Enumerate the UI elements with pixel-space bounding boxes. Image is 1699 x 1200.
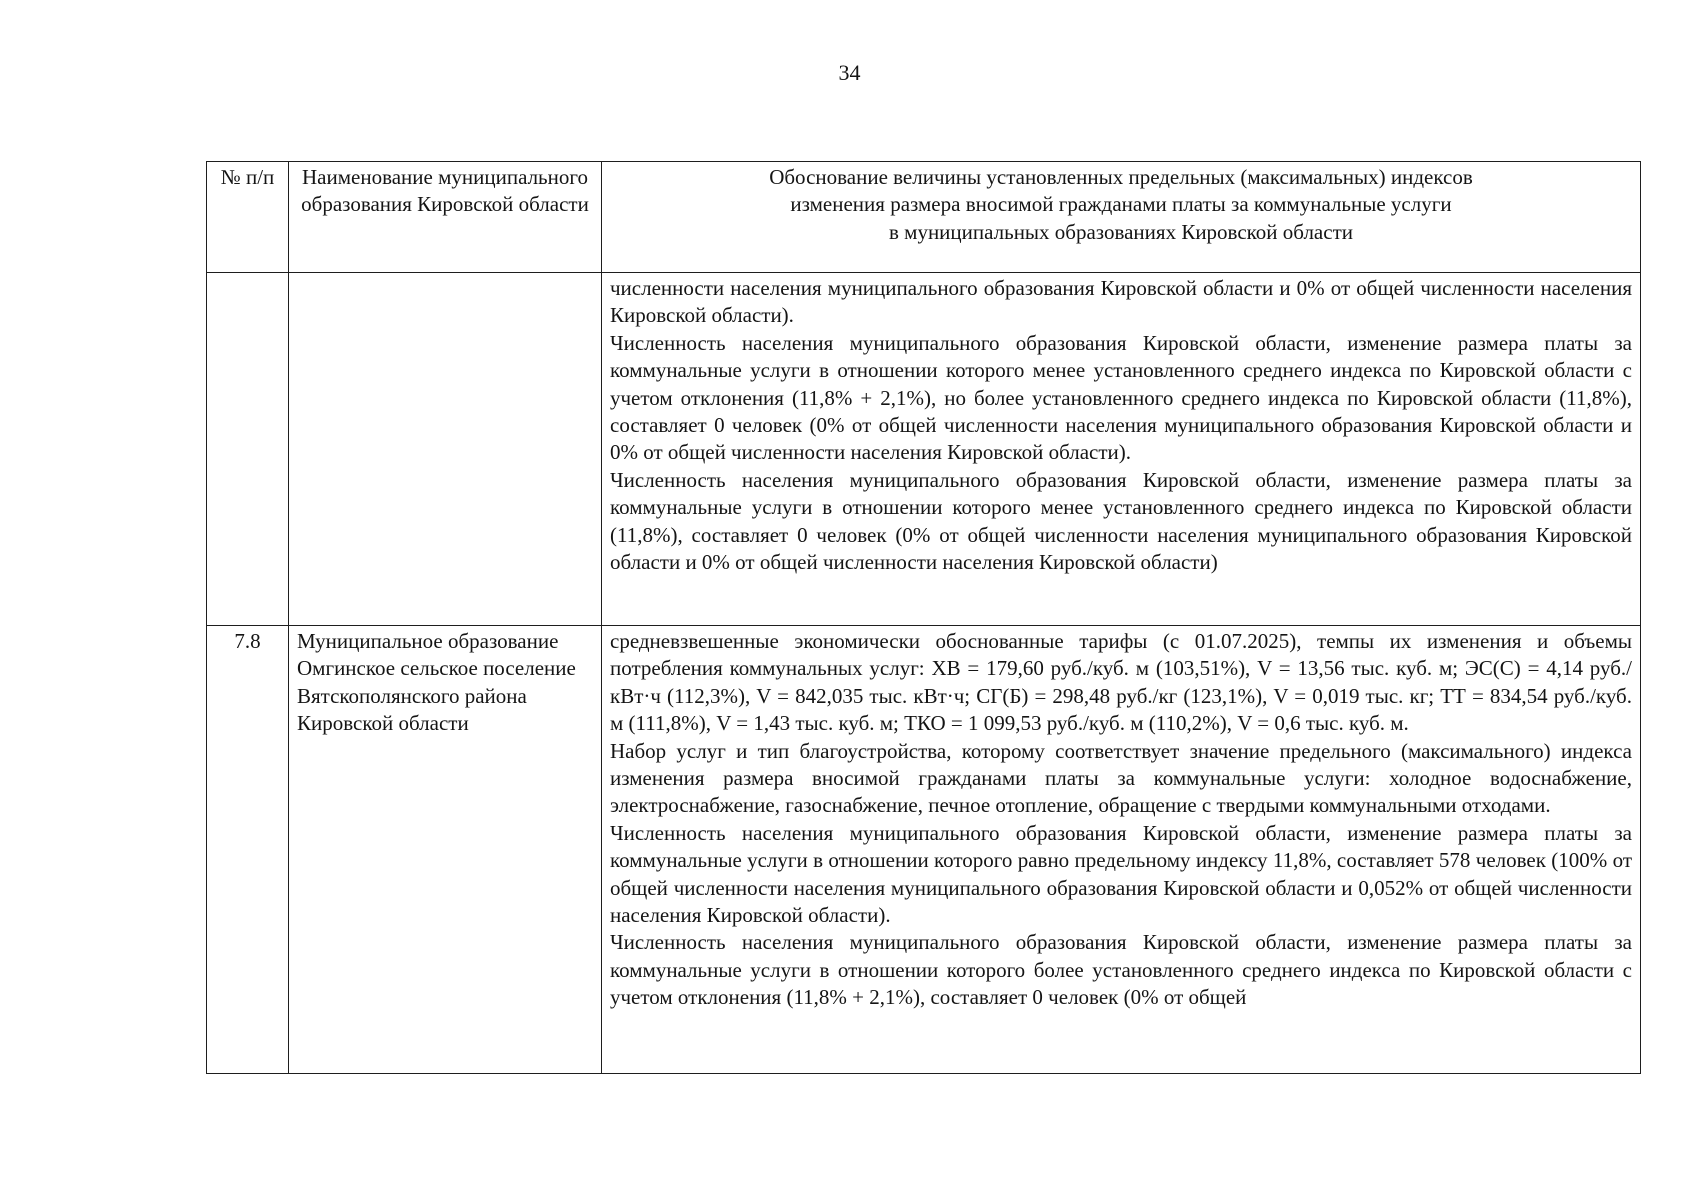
justification-text — [602, 273, 1641, 626]
page-number: 34 — [838, 60, 861, 85]
justification-paragraph: Численность населения муниципального образования Кировской области, изменение размера платы за коммунальные услуги в отношении которого более установленного среднего индекса по Кировской области с учетом отклонения (11,8% + 2,1%), составляет 0 человек (0% от общей — [610, 930, 1632, 1010]
table-row — [207, 273, 1641, 626]
justification-paragraph: Численность населения муниципального образования Кировской области, изменение размера платы за коммунальные услуги в отношении которого равно предельному индексу 11,8%, составляет 578 человек (100% от общей численности населения муниципального образования Кировской области и 0,052% от общей численности населения Кировской области). — [610, 820, 1632, 928]
header-number: № п/п — [207, 162, 289, 273]
header-municipality-name: Наименование муниципального образования Кировской области — [289, 162, 602, 273]
table-header-row — [207, 162, 1641, 273]
header-justification-line: изменения размера вносимой гражданами платы за коммунальные услуги — [790, 192, 1452, 217]
municipality-name: Муниципальное образование Омгинское сельское поселение Вятскополянского района Кировской области — [289, 626, 602, 1074]
table-row — [207, 626, 1641, 1074]
justification-paragraph: Численность населения муниципального образования Кировской области, изменение размера платы за коммунальные услуги в отношении которого менее установленного среднего индекса по Кировской области с учетом отклонения (11,8% + 2,1%), но более установленного среднего индекса по Кировской области (11,8%), составляет 0 человек (0% от общей численности населения муниципального образования Кировской области и 0% от общей численности населения Кировской области). — [610, 330, 1632, 465]
header-justification-line: Обоснование величины установленных предельных (максимальных) индексов — [769, 165, 1473, 189]
header-justification-line: в муниципальных образованиях Кировской области — [888, 219, 1353, 244]
header-justification — [602, 162, 1641, 273]
justification-paragraph: численности населения муниципального образования Кировской области и 0% от общей численности населения Кировской области). — [610, 276, 1632, 328]
justification-text — [602, 626, 1641, 1074]
justification-paragraph: Набор услуг и тип благоустройства, которому соответствует значение предельного (максимального) индекса изменения размера вносимой гражданами платы за коммунальные услуги: холодное водоснабжение, электроснабжение, газоснабжение, печное отопление, обращение с твердыми коммунальными отходами. — [610, 738, 1632, 818]
row-number — [207, 273, 289, 626]
justification-paragraph: средневзвешенные экономически обоснованные тарифы (с 01.07.2025), темпы их изменения и объемы потребления коммунальных услуг: ХВ = 179,60 руб./куб. м (103,51%), V = 13,56 тыс. куб. м; ЭС(С) = 4,14 руб./кВт·ч (112,3%), V = 842,035 тыс. кВт·ч; СГ(Б) = 298,48 руб./кг (123,1%), V = 0,019 тыс. кг; ТТ = 834,54 руб./куб. м (111,8%), V = 1,43 тыс. куб. м; ТКО = 1 099,53 руб./куб. м (110,2%), V = 0,6 тыс. куб. м. — [610, 629, 1632, 736]
row-number: 7.8 — [207, 626, 289, 1074]
justification-paragraph: Численность населения муниципального образования Кировской области, изменение размера платы за коммунальные услуги в отношении которого менее установленного среднего индекса по Кировской области (11,8%), составляет 0 человек (0% от общей численности населения муниципального образования Кировской области и 0% от общей численности населения Кировской области) — [610, 467, 1632, 575]
municipality-name — [289, 273, 602, 626]
justification-table — [206, 161, 1641, 1074]
